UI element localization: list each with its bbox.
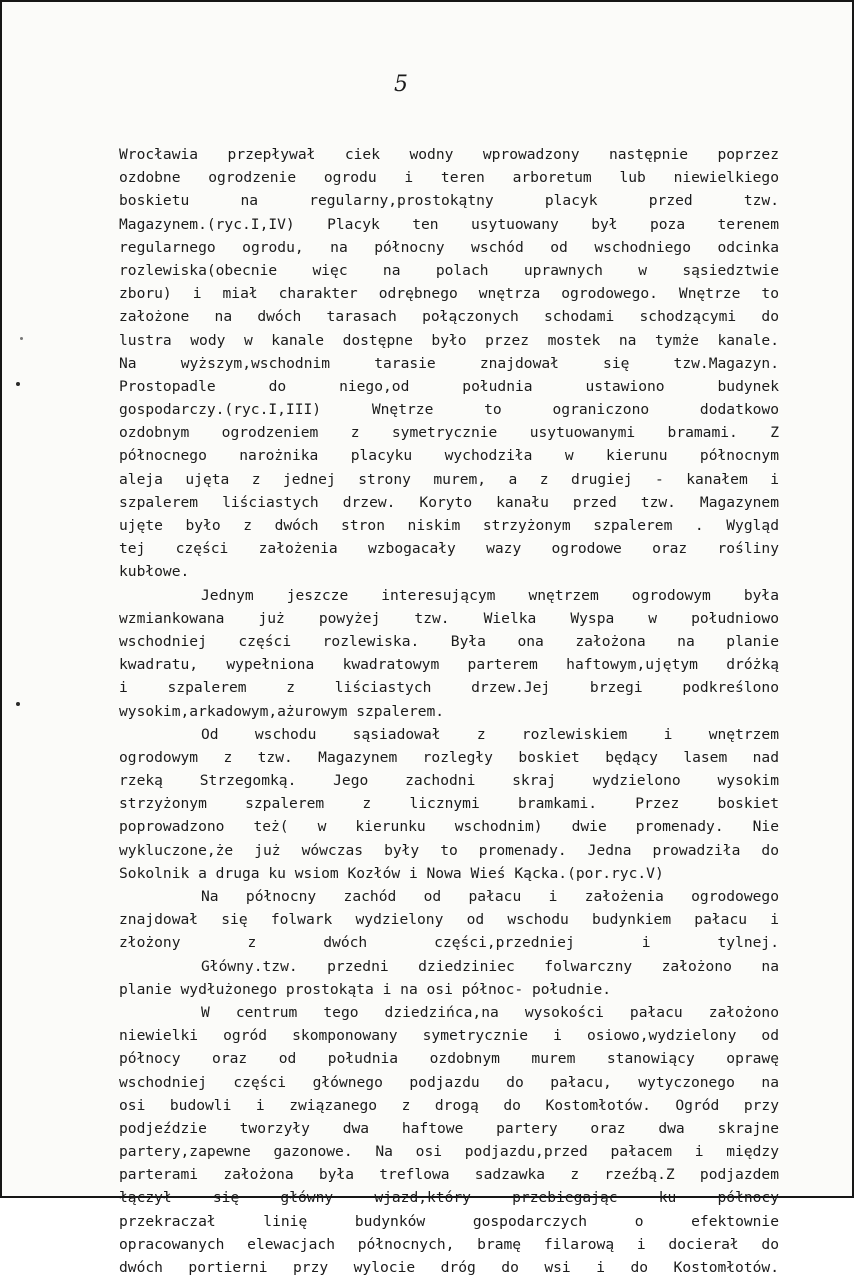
text-line: północnego narożnika placyku wychodziła w kierunu północnym xyxy=(119,447,779,465)
text-line: Główny.tzw. przedni dziedziniec folwarczny założono na xyxy=(201,957,779,975)
text-line: zboru) i miał charakter odrębnego wnętrza ogrodowego. Wnętrze to xyxy=(119,285,779,303)
text-line: kwadratu, wypełniona kwadratowym parterem haftowym,ujętym dróżką xyxy=(119,656,779,674)
text-line: i szpalerem z liściastych drzew.Jej brzegi podkreślono xyxy=(119,679,779,697)
scan-speck xyxy=(20,337,23,340)
text-line: parterami założona była treflowa sadzawka z rzeźbą.Z podjazdem xyxy=(119,1166,779,1184)
text-line: Na północny zachód od pałacu i założenia ogrodowego xyxy=(201,888,779,905)
text-line: W centrum tego dziedzińca,na wysokości pałacu założono xyxy=(201,1003,779,1021)
body-text xyxy=(119,143,779,1279)
text-line: podjeździe tworzyły dwa haftowe partery oraz dwa skrajne xyxy=(119,1119,779,1137)
text-line: przekraczał linię budynków gospodarczych o efektownie xyxy=(119,1212,779,1230)
text-line: kubłowe. xyxy=(119,563,190,581)
text-line: założone na dwóch tarasach połączonych schodami schodzącymi do xyxy=(119,308,779,326)
text-line: rzeką Strzegomką. Jego zachodni skraj wydzielono wysokim xyxy=(119,772,779,790)
text-line: dwóch portierni przy wylocie dróg do wsi i do Kostomłotów. xyxy=(119,1259,779,1276)
text-line: partery,zapewne gazonowe. Na osi podjazdu,przed pałacem i między xyxy=(119,1143,779,1161)
text-line: północy oraz od południa ozdobnym murem stanowiący oprawę xyxy=(119,1050,779,1068)
text-line: strzyżonym szpalerem z licznymi bramkami. Przez boskiet xyxy=(119,795,779,813)
text-line: wschodniej części głównego podjazdu do pałacu, wytyczonego na xyxy=(119,1073,779,1091)
text-line: planie wydłużonego prostokąta i na osi północ- południe. xyxy=(119,980,612,998)
text-line: tej części założenia wzbogacały wazy ogrodowe oraz rośliny xyxy=(119,540,779,558)
text-line: aleja ujęta z jednej strony murem, a z drugiej - kanałem i xyxy=(119,470,779,488)
text-line: opracowanych elewacjach północnych, bramę filarową i docierał do xyxy=(119,1235,779,1253)
text-line: regularnego ogrodu, na północny wschód od wschodniego odcinka xyxy=(119,238,779,256)
text-line: wschodniej części rozlewiska. Była ona założona na planie xyxy=(119,632,779,650)
text-line: Jednym jeszcze interesującym wnętrzem ogrodowym była xyxy=(201,586,779,604)
text-line: gospodarczy.(ryc.I,III) Wnętrze to ograniczono dodatkowo xyxy=(119,401,779,419)
text-line: wykluczone,że już wówczas były to promenady. Jedna prowadziła do xyxy=(119,841,779,859)
text-line: niewielki ogród skomponowany symetrycznie i osiowo,wydzielony od xyxy=(119,1027,779,1045)
text-line: szpalerem liściastych drzew. Koryto kanału przed tzw. Magazynem xyxy=(119,493,779,511)
text-line: Sokolnik a druga ku wsiom Kozłów i Nowa Wieś Kącka.(por.ryc.V) xyxy=(119,864,664,882)
text-line: Od wschodu sąsiadował z rozlewiskiem i wnętrzem xyxy=(201,725,779,743)
text-line: wysokim,arkadowym,ażurowym szpalerem. xyxy=(119,702,445,720)
text-line: wzmiankowana już powyżej tzw. Wielka Wyspa w południowo xyxy=(119,609,779,627)
text-line: ozdobne ogrodzenie ogrodu i teren arboretum lub niewielkiego xyxy=(119,169,779,187)
text-line: Magazynem.(ryc.I,IV) Placyk ten usytuowany był poza terenem xyxy=(119,215,779,233)
scan-speck xyxy=(16,382,20,386)
text-line: Na wyższym,wschodnim tarasie znajdował się tzw.Magazyn. xyxy=(119,354,779,372)
text-line: łączył się główny wjazd,który przebiegając ku północy xyxy=(119,1189,779,1207)
text-line: osi budowli i związanego z drogą do Kostomłotów. Ogród przy xyxy=(119,1096,779,1114)
text-line: ogrodowym z tzw. Magazynem rozległy boskiet będący lasem nad xyxy=(119,748,779,766)
text-line: Wrocławia przepływał ciek wodny wprowadzony następnie poprzez xyxy=(119,146,779,163)
text-line: Prostopadle do niego,od południa ustawiono budynek xyxy=(119,377,779,395)
text-line: złożony z dwóch części,przedniej i tylnej. xyxy=(119,934,779,952)
text-line: znajdował się folwark wydzielony od wschodu budynkiem pałacu i xyxy=(119,911,779,929)
text-line: lustra wody w kanale dostępne było przez mostek na tymże kanale. xyxy=(119,331,779,349)
scan-speck xyxy=(16,702,20,706)
text-line: boskietu na regularny,prostokątny placyk przed tzw. xyxy=(119,192,779,210)
page-number: 5 xyxy=(394,72,408,97)
text-line: ujęte było z dwóch stron niskim strzyżonym szpalerem . Wygląd xyxy=(119,517,779,534)
text-line: ozdobnym ogrodzeniem z symetrycznie usytuowanymi bramami. Z xyxy=(119,424,779,442)
text-line: rozlewiska(obecnie więc na polach uprawnych w sąsiedztwie xyxy=(119,261,779,279)
text-line: poprowadzono też( w kierunku wschodnim) dwie promenady. Nie xyxy=(119,818,779,836)
